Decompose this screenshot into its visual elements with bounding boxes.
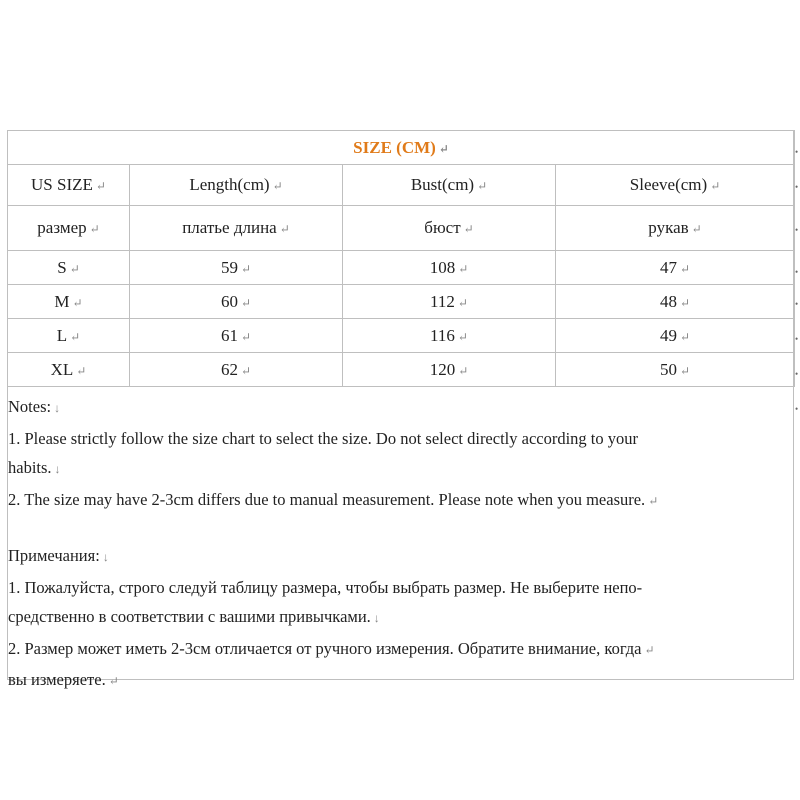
notes-ru-heading: Примечания: ↓ xyxy=(8,546,109,565)
note-ru-2-line-2: вы измеряете. ↵ xyxy=(8,670,119,689)
header-bust: Bust(cm) ↵ xyxy=(343,165,556,206)
note-ru-2-line-1: 2. Размер может иметь 2-3см отличается от ручного измерения. Обратите внимание, когда ↵ xyxy=(8,638,655,658)
cell-length: 61 ↵ xyxy=(130,319,343,353)
paragraph-mark-icon: ↵ xyxy=(69,261,80,276)
margin-dot: • xyxy=(795,334,799,344)
margin-dot: • xyxy=(795,225,799,235)
paragraph-mark-icon: ↵ xyxy=(70,329,81,344)
paragraph-mark-icon: ↵ xyxy=(457,295,468,310)
cell-size: M ↵ xyxy=(8,285,130,319)
cell-bust: 116 ↵ xyxy=(343,319,556,353)
line-break-icon: ↓ xyxy=(54,462,61,476)
cell-size: XL ↵ xyxy=(8,353,130,387)
paragraph-mark-icon: ↵ xyxy=(463,222,474,236)
paragraph-mark-icon: ↵ xyxy=(240,261,252,276)
cell-sleeve: 48 ↵ xyxy=(556,285,795,319)
paragraph-mark-icon: ↵ xyxy=(89,222,100,236)
cell-size: L ↵ xyxy=(8,319,130,353)
table-row xyxy=(8,319,795,353)
paragraph-mark-icon: ↵ xyxy=(679,261,691,276)
notes-heading: Notes: ↓ xyxy=(8,397,61,416)
cell-bust: 120 ↵ xyxy=(343,353,556,387)
margin-dot: • xyxy=(795,299,799,309)
cell-length: 62 ↵ xyxy=(130,353,343,387)
notes-section xyxy=(8,392,790,697)
header-length: Length(cm) ↵ xyxy=(130,165,343,206)
cell-length: 59 ↵ xyxy=(130,251,343,285)
paragraph-mark-icon: ↵ xyxy=(457,329,468,344)
paragraph-mark-icon: ↵ xyxy=(108,674,119,688)
header-ru-sleeve: рукав ↵ xyxy=(556,206,795,251)
paragraph-mark-icon: ↵ xyxy=(648,493,659,508)
note-ru-1-line-1: 1. Пожалуйста, строго следуй таблицу размера, чтобы выбрать размер. Не выберите непо- xyxy=(8,577,643,597)
cell-bust: 108 ↵ xyxy=(343,251,556,285)
paragraph-mark-icon: ↵ xyxy=(76,363,87,378)
cell-size: S ↵ xyxy=(8,251,130,285)
table-row xyxy=(8,285,795,319)
paragraph-mark-icon: ↵ xyxy=(438,141,449,156)
paragraph-mark-icon: ↵ xyxy=(240,363,252,378)
paragraph-mark-icon: ↵ xyxy=(272,179,283,193)
table-row xyxy=(8,353,795,387)
paragraph-mark-icon: ↵ xyxy=(95,179,106,193)
line-break-icon: ↓ xyxy=(102,550,109,564)
note-1-line-1: 1. Please strictly follow the size chart to select the size. Do not select directly according to your xyxy=(8,428,639,448)
size-table xyxy=(7,130,795,387)
paragraph-mark-icon: ↵ xyxy=(679,363,691,378)
margin-dot: • xyxy=(795,267,799,277)
paragraph-mark-icon: ↵ xyxy=(279,222,290,236)
paragraph-mark-icon: ↵ xyxy=(691,222,702,236)
paragraph-mark-icon: ↵ xyxy=(679,329,691,344)
cell-bust: 112 ↵ xyxy=(343,285,556,319)
header-ru-length: платье длина ↵ xyxy=(130,206,343,251)
paragraph-mark-icon: ↵ xyxy=(240,329,252,344)
cell-sleeve: 50 ↵ xyxy=(556,353,795,387)
margin-dot: • xyxy=(795,182,799,192)
note-ru-1-line-2: средственно в соответствии с вашими привычками. ↓ xyxy=(8,607,380,626)
table-title xyxy=(8,131,795,165)
header-us-size: US SIZE ↵ xyxy=(8,165,130,206)
margin-dot: • xyxy=(795,404,799,414)
note-1-line-2: habits. ↓ xyxy=(8,458,61,477)
header-row-ru xyxy=(8,206,795,251)
header-row xyxy=(8,165,795,206)
line-break-icon: ↓ xyxy=(373,611,380,625)
paragraph-mark-icon: ↵ xyxy=(710,179,721,193)
paragraph-mark-icon: ↵ xyxy=(679,295,691,310)
margin-dot: • xyxy=(795,147,799,157)
paragraph-mark-icon: ↵ xyxy=(458,363,469,378)
cell-sleeve: 47 ↵ xyxy=(556,251,795,285)
paragraph-mark-icon: ↵ xyxy=(644,642,655,657)
paragraph-mark-icon: ↵ xyxy=(458,261,469,276)
line-break-icon: ↓ xyxy=(54,401,61,415)
note-2: 2. The size may have 2-3cm differs due to manual measurement. Please note when you measure. ↵ xyxy=(8,489,659,509)
header-ru-bust: бюст ↵ xyxy=(343,206,556,251)
header-sleeve: Sleeve(cm) ↵ xyxy=(556,165,795,206)
cell-sleeve: 49 ↵ xyxy=(556,319,795,353)
header-ru-size: размер ↵ xyxy=(8,206,130,251)
table-title-text: SIZE (CM) xyxy=(353,137,436,157)
paragraph-mark-icon: ↵ xyxy=(477,179,488,193)
cell-length: 60 ↵ xyxy=(130,285,343,319)
paragraph-mark-icon: ↵ xyxy=(72,295,83,310)
table-row xyxy=(8,251,795,285)
paragraph-mark-icon: ↵ xyxy=(240,295,252,310)
margin-dot: • xyxy=(795,369,799,379)
